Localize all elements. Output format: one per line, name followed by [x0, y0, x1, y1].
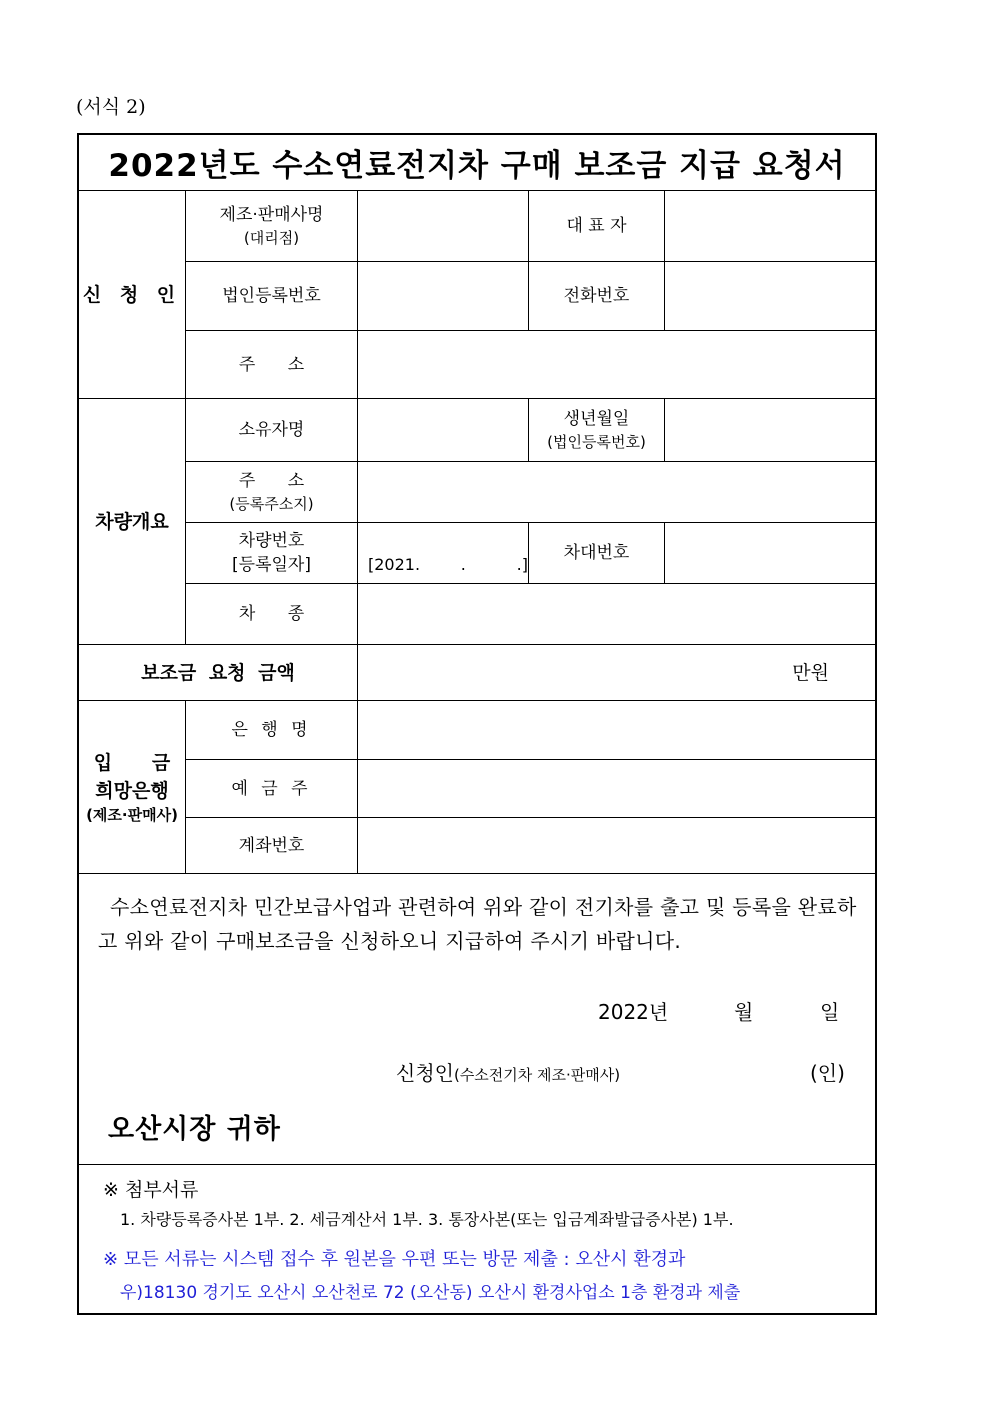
submission-address: 우)18130 경기도 오산시 오산천로 72 (오산동) 오산시 환경사업소 1층 환경과 제출: [120, 1283, 741, 1303]
signature-line: [396, 1057, 620, 1086]
applicant-address-label: 주 소: [238, 354, 305, 375]
date-day: 일: [820, 1000, 840, 1024]
rule: [78, 873, 876, 874]
rule-attachments: [78, 1164, 876, 1165]
maker-label-cell: [186, 191, 357, 261]
request-statement: 수소연료전지차 민간보급사업과 관련하여 위와 같이 전기차를 출고 및 등록을 완료하고 위와 같이 구매보조금을 신청하오니 지급하여 주시기 바랍니다.: [98, 895, 857, 953]
attachments-header: ※ 첨부서류: [103, 1179, 199, 1201]
model-field[interactable]: [358, 584, 875, 644]
applicant-section-label: 신 청 인: [82, 283, 182, 306]
vehicle-address-sublabel: (등록주소지): [229, 495, 314, 513]
amount-label: 보조금 요청 금액: [141, 661, 295, 684]
vehicle-address-label: 주 소: [238, 471, 305, 491]
maker-label: 제조·판매사명: [219, 205, 324, 225]
amount-unit: 만원: [792, 661, 829, 684]
amount-field[interactable]: [358, 645, 875, 700]
plate-field[interactable]: [2021. . .]: [368, 555, 529, 574]
bank-section-label-1: 입 금: [93, 752, 171, 774]
submission-notice: ※ 모든 서류는 시스템 접수 후 원본을 우편 또는 방문 제출 : 오산시 환경과: [103, 1249, 686, 1270]
form-number-label: (서식 2): [76, 96, 146, 118]
bank-section-label: [79, 701, 185, 873]
bank-section-label-2: 희망은행: [95, 780, 169, 802]
phone-label: 전화번호: [563, 286, 630, 306]
plate-sublabel: [등록일자]: [232, 555, 311, 575]
chassis-label: 차대번호: [563, 543, 630, 563]
vehicle-address-label-cell: [186, 462, 357, 522]
signature-sublabel: (수소전기차 제조·판매사): [453, 1066, 621, 1084]
biz-reg-label: 법인등록번호: [222, 286, 321, 306]
account-field[interactable]: [358, 818, 875, 873]
bank-name-field[interactable]: [358, 701, 875, 759]
bank-name-label: 은 행 명: [231, 720, 312, 740]
biz-reg-field[interactable]: [358, 262, 528, 330]
vehicle-section-label: 차량개요: [95, 510, 169, 533]
date-year: 2022년: [598, 1000, 669, 1024]
bank-section-label-3: (제조·판매사): [86, 806, 178, 824]
page-title: 2022년도 수소연료전지차 구매 보조금 지급 요청서: [108, 148, 846, 184]
representative-field[interactable]: [665, 191, 875, 261]
holder-field[interactable]: [358, 760, 875, 817]
owner-label: 소유자명: [238, 420, 305, 440]
seal-mark: (인): [810, 1061, 845, 1085]
owner-field[interactable]: [358, 399, 528, 461]
phone-field[interactable]: [665, 262, 875, 330]
attachments-list: 1. 차량등록증사본 1부. 2. 세금계산서 1부. 3. 통장사본(또는 입금계좌발급증사본) 1부.: [120, 1210, 734, 1229]
date-month: 월: [734, 1000, 754, 1024]
maker-field[interactable]: [358, 191, 528, 261]
recipient: 오산시장 귀하: [108, 1114, 281, 1145]
birth-field[interactable]: [665, 399, 875, 461]
representative-label: 대 표 자: [566, 216, 627, 236]
birth-label: 생년월일: [563, 409, 630, 429]
plate-label: 차량번호: [238, 531, 305, 551]
plate-label-cell: [186, 523, 357, 583]
signature-label: 신청인: [396, 1061, 454, 1085]
birth-label-cell: [529, 399, 664, 461]
maker-sublabel: (대리점): [243, 229, 300, 247]
chassis-field[interactable]: [665, 523, 875, 583]
vehicle-address-field[interactable]: [358, 462, 875, 522]
applicant-address-field[interactable]: [358, 331, 875, 398]
holder-label: 예 금 주: [231, 778, 312, 799]
account-label: 계좌번호: [238, 835, 305, 856]
model-label: 차 종: [238, 604, 305, 624]
birth-sublabel: (법인등록번호): [547, 433, 646, 451]
